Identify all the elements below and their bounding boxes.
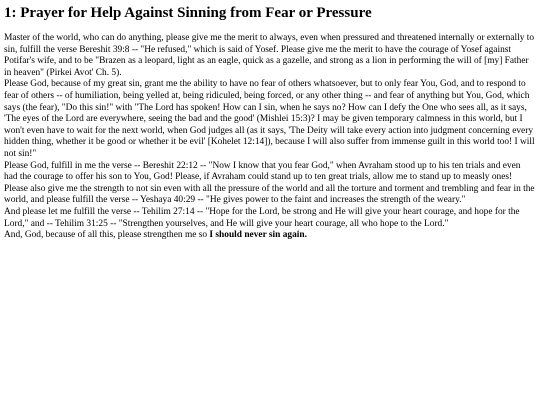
closing-text: And, God, because of all this, please strengthen me so <box>4 230 210 241</box>
paragraph-2: Please God, because of my great sin, grant me the ability to have no fear of others whatsoever, but to only fear You, God, and to respond to fear of others -- of humiliation, being yelled at, being ridiculed, being forced, or any other thing -- and fear of anything but You, God, which says (the fear), "Do this sin!" with "The Lord has spoken! How can I sin, when he says no? How can I defy the One who sees all, as it says, 'The eyes of the Lord are everywhere, seeing the bad and the good' (Mishlei 15:3)? I may be given temporary calmness in this world, but I won't even have to wait for the next world, when God judges all (as it says, 'The Deity will take every action into judgment concerning every hidden thing, whether it be good or whether it be evil' [Kohelet 12:14]), because I will also suffer from immense guilt in this world too! I will not sin!" <box>4 79 535 159</box>
paragraph-3: Please God, fulfill in me the verse -- Bereshit 22:12 -- "Now I know that you fear God," when Avraham stood up to his ten trials and even had the courage to offer his son to You, God! Please, if Avraham could stand up to ten great trials, allow me to stand up to measly ones! <box>4 160 521 183</box>
prayer-body <box>4 33 536 242</box>
closing-emphasis: I should never sin again. <box>209 230 307 241</box>
paragraph-5: And please let me fulfill the verse -- Tehilim 27:14 -- "Hope for the Lord, be strong and He will give your heart courage, and hope for the Lord," and -- Tehilim 31:25 -- "Strengthen yourselves, and He will give your heart courage, all who hope to the Lord." <box>4 206 520 229</box>
page-title: 1: Prayer for Help Against Sinning from Fear or Pressure <box>4 5 372 21</box>
closing-paragraph <box>4 230 536 242</box>
paragraph-4: Please also give me the strength to not sin even with all the pressure of the world and all the torture and torment and trembling and fear in the world, and please fulfill the verse -- Yeshaya 40:29 -- "He gives power to the faint and increases the strength of the weary." <box>4 183 535 206</box>
paragraph-1: Master of the world, who can do anything, please give me the merit to always, even when pressured and threatened internally or externally to sin, fulfill the verse Bereshit 39:8 -- "He refused," which is said of Yosef. Please give me the merit to have the courage of Yosef against Potifar's wife, and to be "Brazen as a leopard, light as an eagle, quick as a gazelle, and strong as a lion in performing the will of [my] Father in heaven" (Pirkei Avot' Ch. 5). <box>4 33 535 78</box>
